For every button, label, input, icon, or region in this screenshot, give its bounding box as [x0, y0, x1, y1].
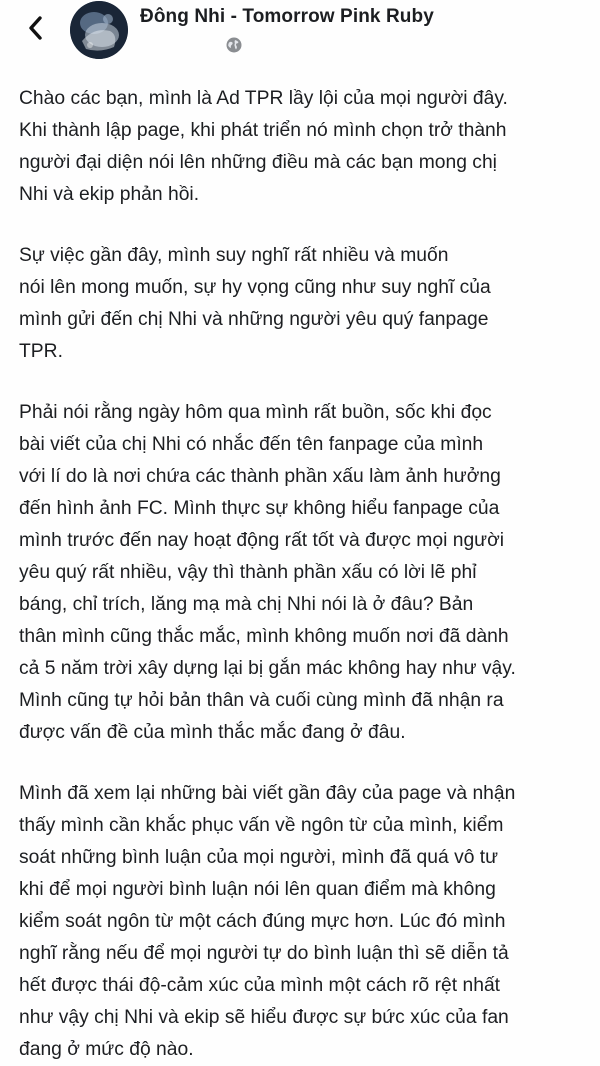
- chevron-left-icon: [26, 15, 46, 41]
- avatar-image: [70, 1, 128, 59]
- post-paragraph: Phải nói rằng ngày hôm qua mình rất buồn, sốc khi đọc bài viết của chị Nhi có nhắc đến tên fanpage của mình với lí do là nơi chứa các thành phần xấu làm ảnh hưởng đến hình ảnh FC. Mình thực sự không hiểu fanpage của mình trước đến nay hoạt động rất tốt và được mọi người yêu quý rất nhiều, vậy thì thành phần xấu có lời lẽ phỉ báng, chỉ trích, lăng mạ mà chị Nhi nói là ở đâu? Bản thân mình cũng thắc mắc, mình không muốn nơi đã dành cả 5 năm trời xây dựng lại bị gắn mác không hay như vậy. Mình cũng tự hỏi bản thân và cuối cùng mình đã nhận ra được vấn đề của mình thắc mắc đang ở đâu.: [19, 402, 516, 743]
- post-body: [19, 83, 594, 1066]
- page-name[interactable]: Đông Nhi - Tomorrow Pink Ruby: [140, 6, 434, 27]
- post-header: [0, 0, 600, 62]
- avatar[interactable]: [70, 1, 128, 59]
- post-paragraph: Chào các bạn, mình là Ad TPR lầy lội của mọi người đây. Khi thành lập page, khi phát triển nó mình chọn trở thành người đại diện nói lên những điều mà các bạn mong chị Nhi và ekip phản hồi.: [19, 88, 508, 205]
- globe-icon: [226, 37, 242, 53]
- post-paragraph: Mình đã xem lại những bài viết gần đây của page và nhận thấy mình cần khắc phục vấn về ngôn từ của mình, kiểm soát những bình luận của mọi người, mình đã quá vô tư khi để mọi người bình luận nói lên quan điểm mà không kiểm soát ngôn từ một cách đúng mực hơn. Lúc đó mình nghĩ rằng nếu để mọi người tự do bình luận thì sẽ diễn tả hết được thái độ-cảm xúc của mình một cách rõ rệt nhất như vậy chị Nhi và ekip sẽ hiểu được sự bức xúc của fan đang ở mức độ nào.: [19, 783, 516, 1060]
- post-paragraph: Sự việc gần đây, mình suy nghĩ rất nhiều và muốn nói lên mong muốn, sự hy vọng cũng như suy nghĩ của mình gửi đến chị Nhi và những người yêu quý fanpage TPR.: [19, 245, 491, 362]
- back-button[interactable]: [18, 10, 54, 46]
